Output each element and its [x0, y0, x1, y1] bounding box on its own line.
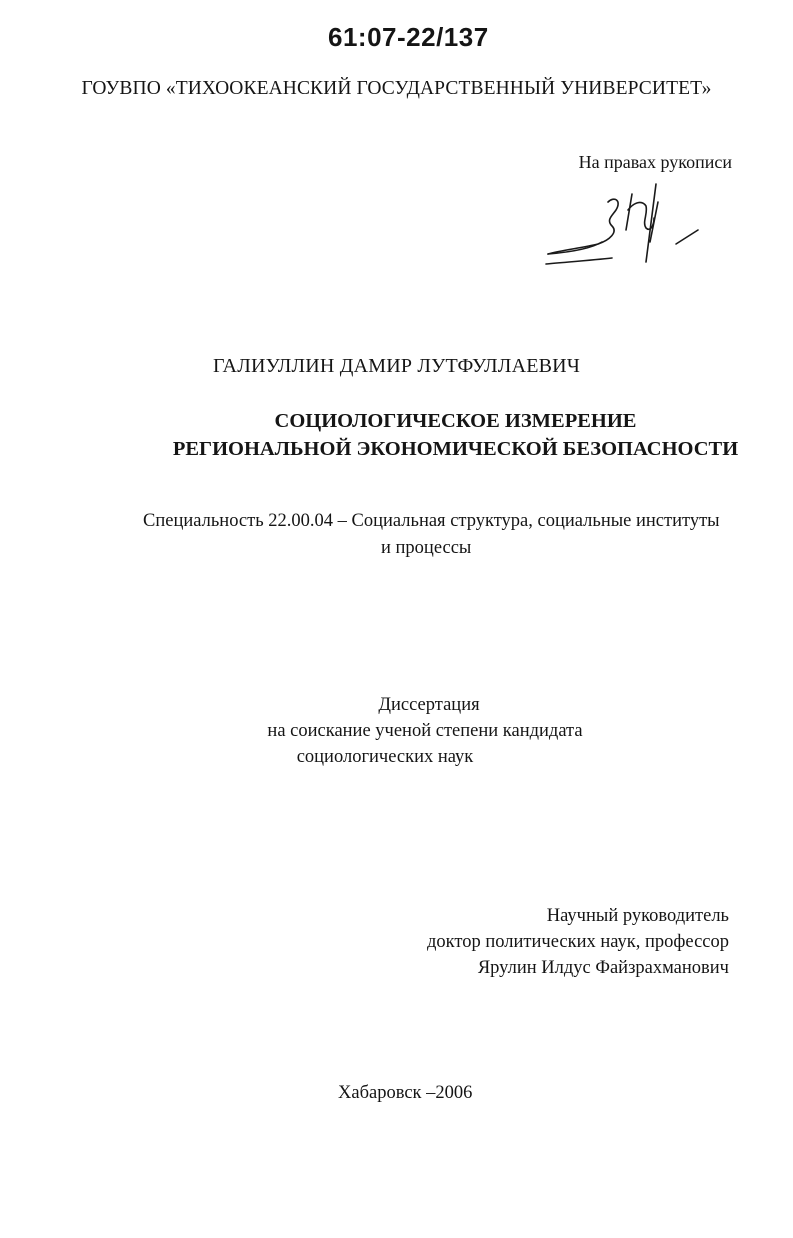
advisor-role: Научный руководитель [546, 906, 729, 926]
degree-line-2: на соискание ученой степени кандидата [267, 721, 583, 741]
specialty-line-2: и процессы [381, 538, 472, 558]
advisor-degree: доктор политических наук, профессор [427, 932, 729, 952]
degree-block [245, 692, 605, 770]
title-line-1: СОЦИОЛОГИЧЕСКОЕ ИЗМЕРЕНИЕ [274, 410, 637, 432]
advisor-name: Ярулин Илдус Файзрахманович [477, 958, 729, 978]
degree-line-3: социологических наук [296, 747, 474, 767]
manuscript-note: На правах рукописи [578, 152, 732, 172]
specialty-line-1: Специальность 22.00.04 – Социальная структура, социальные институты [143, 511, 720, 531]
city-year: Хабаровск –2006 [338, 1083, 473, 1103]
archive-code: 61:07-22/137 [328, 22, 489, 52]
author-name: ГАЛИУЛЛИН ДАМИР ЛУТФУЛЛАЕВИЧ [212, 355, 581, 377]
title-line-2: РЕГИОНАЛЬНОЙ ЭКОНОМИЧЕСКОЙ БЕЗОПАСНОСТИ [172, 438, 739, 460]
degree-line-1: Диссертация [378, 695, 480, 715]
handwritten-signature [542, 182, 702, 272]
dissertation-title [0, 407, 793, 463]
advisor-block [427, 903, 729, 981]
university-name: ГОУВПО «ТИХООКЕАНСКИЙ ГОСУДАРСТВЕННЫЙ УНИВЕРСИТЕТ» [81, 78, 712, 99]
